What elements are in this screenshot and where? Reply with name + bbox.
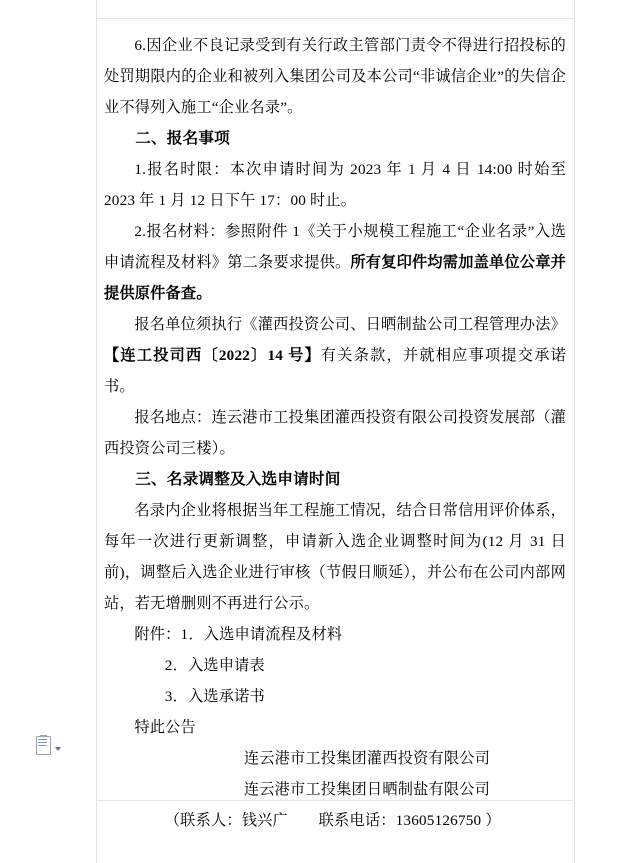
paragraph-adjustment-rules: 名录内企业将根据当年工程施工情况，结合日常信用评价体系，每年一次进行更新调整，申请新入选企业调整时间为(12 月 31 日前)，调整后入选企业进行审核（节假日顺延），并公布在公司内部网站，若无增删则不再进行公示。 (104, 502, 566, 612)
paragraph-registration-deadline: 1.报名时限：本次申请时间为 2023 年 1 月 4 日 14:00 时始至 2023 年 1 月 12 日下午 17：00 时止。 (104, 161, 566, 209)
paragraph-attachment-item-2: 2．入选申请表 (164, 657, 265, 674)
paragraph-clause-6: 6.因企业不良记录受到有关行政主管部门责令不得进行招投标的处罚期限内的企业和被列入集团公司及本公司“非诚信企业”的失信企业不得列入施工“企业名录”。 (104, 37, 566, 116)
paragraph-hereby-announce: 特此公告 (134, 719, 196, 736)
signature-company-two: 连云港市工投集团日晒制盐有限公司 (243, 781, 491, 798)
chevron-down-icon[interactable] (55, 747, 61, 751)
margin-guide-right (574, 0, 575, 863)
paragraph-attachments-title: 附件：1．入选申请流程及材料 (134, 626, 343, 643)
measures-text-plain-2: 有关条款，并就相应事项提交承诺书。 (104, 347, 566, 395)
measures-text-plain-1: 报名单位须执行《灌西投资公司、日晒制盐公司工程管理办法》 (134, 316, 566, 333)
heading-section-two: 二、报名事项 (135, 130, 230, 147)
heading-section-three: 三、名录调整及入选申请时间 (135, 471, 341, 488)
document-body (104, 30, 566, 836)
signature-company-one: 连云港市工投集团灌西投资有限公司 (243, 750, 491, 767)
margin-guide-top (96, 18, 574, 19)
materials-text-plain: 2.报名材料：参照附件 1《关于小规模工程施工“企业名录”入选申请流程及材料》第二条要求提供。 (104, 223, 566, 271)
materials-text-bold: 所有复印件均需加盖单位公章并提供原件备查。 (104, 254, 566, 302)
paragraph-attachment-item-3: 3．入选承诺书 (164, 688, 265, 705)
paragraph-contact-info: （联系人：钱兴广 联系电话：13605126750 ） (164, 812, 501, 829)
measures-doc-number: 【连工投司西〔2022〕14 号】 (104, 347, 321, 364)
paste-clipboard-icon[interactable] (36, 736, 53, 755)
clipboard-lines-shape (38, 739, 47, 750)
paragraph-management-measures (104, 309, 566, 402)
paste-options-widget[interactable] (36, 735, 70, 755)
paragraph-registration-location: 报名地点：连云港市工投集团灌西投资有限公司投资发展部（灌西投资公司三楼）。 (104, 409, 566, 457)
margin-guide-left (96, 0, 97, 863)
paragraph-registration-materials (104, 216, 566, 309)
